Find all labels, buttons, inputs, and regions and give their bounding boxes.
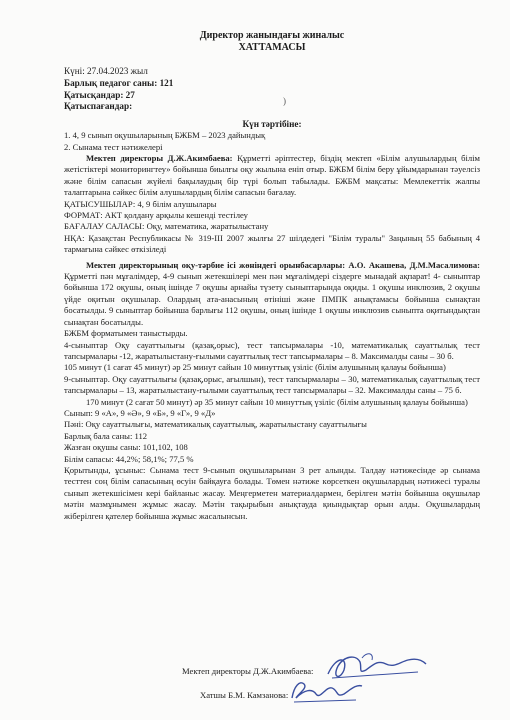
section2-total: Барлық бала саны: 112	[64, 430, 148, 441]
meta-absent: Қатыспағандар:	[64, 101, 133, 112]
section2-grade4: 4-сыныптар Оқу сауаттылығы (қазақ,орыс), тест тапсырмалары -10, математикалық сауаттылық тест тапсырмалары -12, жаратылыстану-ғылыми сауаттылық тест тапсырмалары – 8. Максималды саны – 30 б.	[64, 339, 480, 361]
meta-teachers: Барлық педагог саны: 121	[64, 77, 174, 88]
section1-participants: ҚАТЫСУШЫЛАР: 4, 9 білім алушылары	[64, 198, 217, 209]
section1-intro	[64, 153, 480, 199]
meta-block	[64, 66, 480, 113]
section2-format-intro: БЖБМ форматымен таныстырды.	[64, 328, 188, 339]
meta-attendees: Қатысқандар: 27	[64, 89, 135, 100]
director-signature-line: Мектеп директоры Д.Ж.Акимбаева:	[182, 666, 314, 676]
section2-wrote: Жазған оқушы саны: 101,102, 108	[64, 442, 188, 453]
section1-text: Құрметті әріптестер, біздің мектеп «Білім алушылардың білім жетістіктері мониторингтеу» бойынша биылғы оқу жылына еніп отыр. БЖБМ білім беру ұйымдарынан тәуелсіз және білім сапасын жүйелі бақылаудың бір түрі болып табылады. БЖБМ мақсаты: Мемлекеттік жалпы талаптарына сәйкес білім алушылардың білім сапасын бағалау.	[64, 153, 480, 198]
section2-quality: Білім сапасы: 44,2%; 58,1%; 77,5 %	[64, 453, 194, 464]
section2-grade4-time: 105 минут (1 сағат 45 минут) әр 25 минут сайын 10 минуттық үзіліс (білім алушының қалауы бойынша)	[64, 362, 446, 373]
section2-grade9: 9-сыныптар. Оқу сауаттылығы (қазақ,орыс, ағылшын), тест тапсырмалары – 30, математикалық сауаттылық тест тапсырмалары – 13, жаратылыстану-ғылыми сауаттылық тест тапсырмалары – 32. Максималды саны – 75 б.	[64, 373, 480, 396]
meta-paren: )	[283, 96, 286, 106]
section2-speaker: Мектеп директорының оқу-тәрбие ісі жөніндегі орынбасарлары: А.О. Акашева, Д.М.Масалимова:	[86, 259, 480, 270]
section2-text: Құрметті пән мұғалімдер, 4-9 сынып жетекшілері мен пән мұғалімдері сіздерге мынадай ақпарат! 4- сыныптар бойынша 172 оқушы, оның ішінде 7 оқушы арнайы түзету сыныптарында оқиды. 1 оқушы инклюзив, 2 оқушы үйде оқитын оқушылар. Олардың ата-анасының өтініші және ПМПК анықтамасы бойынша сынақтан босатылды. 9 сыныптар бойынша барлығы 112 оқушы, оның ішінде 1 оқушы инклюзив сыныпта оқитындықтан сынақтан босатылды.	[64, 271, 480, 327]
meta-date: Күні: 27.04.2023 жыл	[64, 66, 148, 76]
agenda-item: 1. 4, 9 сынып оқушыларының БЖБМ – 2023 дайындық	[64, 130, 266, 141]
section1-directions: БАҒАЛАУ САЛАСЫ: Оқу, математика, жаратылыстану	[64, 221, 269, 232]
section1-format: ФОРМАТ: АКТ қолдану арқылы кешенді тестілеу	[64, 210, 248, 221]
secretary-signature-image	[286, 676, 366, 706]
header-title: Директор жанындағы жиналыс	[199, 30, 345, 41]
header-subtitle: ХАТТАМАСЫ	[238, 42, 306, 53]
agenda-item: 2. Сынама тест нәтижелері	[64, 141, 163, 152]
section1-speaker: Мектеп директоры Д.Ж.Акимбаева:	[86, 153, 233, 163]
section2-grade9-time: 170 минут (2 сағат 50 минут) әр 35 минут сайын 10 минуттық үзіліс (білім алушының қалауы бойынша)	[86, 396, 468, 407]
section2-conclusion: Қорытынды, ұсыныс: Сынама тест 9-сынып оқушыларынан 3 рет алынды. Талдау нәтижесінде әр сынама тесттен соң білім сапасының өсуін байқауға болады. Төмен нәтиже көрсеткен оқушылардың нәтижесі туралы сынып жетекшісімен кері байланыс жасау. Меңгерметен материалдармен, берілген мәтін бойынша оқушылар мәтін мазмұнымен жұмыс жасау. Мәтін тақырыбын анықтауда қиындықтар орын алды. Оқушылардың жіберілген қателер бойынша жұмыс жасалынсын.	[64, 464, 480, 521]
secretary-signature-line: Хатшы Б.М. Камзанова:	[200, 690, 289, 700]
section1-legal: НҚА: Қазақстан Республикасы № 319-III 2007 жылғы 27 шілдедегі "Білім туралы" Заңының 55 бабының 4 тармағына сәйкес өткізіледі	[64, 232, 480, 255]
section2-classes: Сынып: 9 «А», 9 «Ә», 9 «Б», 9 «Г», 9 «Д»	[64, 407, 216, 418]
agenda-title: Күн тәртібіне:	[242, 119, 302, 130]
section2-subjects: Пәні: Оқу сауаттылығы, математикалық сауаттылық, жаратылыстану сауаттылығы	[64, 419, 367, 430]
section2-intro	[64, 260, 480, 328]
